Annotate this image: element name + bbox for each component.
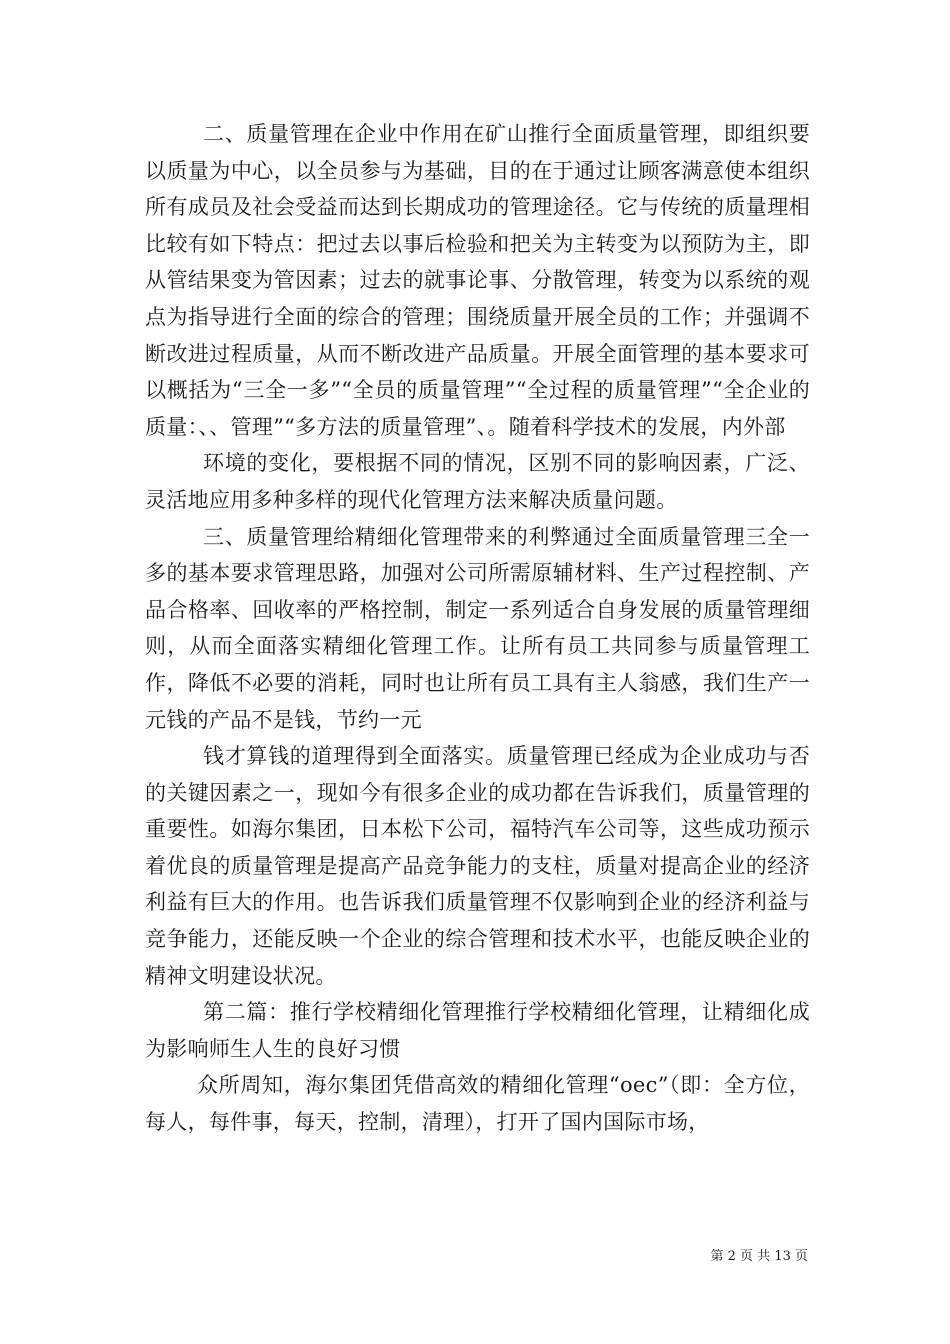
paragraph-haier-oec: 众所周知，海尔集团凭借高效的精细化管理“oec”（即：全方位，每人，每件事，每天，控制，清理），打开了国内国际市场， <box>145 1073 810 1135</box>
paragraph-pros-cons: 三、质量管理给精细化管理带来的利弊通过全面质量管理三全一多的基本要求管理思路，加强对公司所需原辅材料、生产过程控制、产品合格率、回收率的严格控制，制定一系列适合自身发展的质量管理细则，从而全面落实精细化管理工作。让所有员工共同参与质量管理工作，降低不必要的消耗，同时也让所有员工具有主人翁感，我们生产一元钱的产品不是钱，节约一元 <box>145 524 810 732</box>
paragraph-money-saving: 钱才算钱的道理得到全面落实。质量管理已经成为企业成功与否的关键因素之一，现如今有很多企业的成功都在告诉我们，质量管理的重要性。如海尔集团，日本松下公司，福特汽车公司等，这些成功预示着优良的质量管理是提高产品竞争能力的支柱，质量对提高企业的经济利益有巨大的作用。也告诉我们质量管理不仅影响到企业的经济利益与竞争能力，还能反映一个企业的综合管理和技术水平，也能反映企业的精神文明建设状况。 <box>145 744 810 988</box>
paragraph-quality-management-role: 二、质量管理在企业中作用在矿山推行全面质量管理，即组织要以质量为中心，以全员参与为基础，目的在于通过让顾客满意使本组织所有成员及社会受益而达到长期成功的管理途径。它与传统的质量理相比较有如下特点：把过去以事后检验和把关为主转变为以预防为主，即从管结果变为管因素；过去的就事论事、分散管理，转变为以系统的观点为指导进行全面的综合的管理；围绕质量开展全员的工作；并强调不断改进过程质量，从而不断改进产品质量。开展全面管理的基本要求可以概括为“三全一多”“全员的质量管理”“全过程的质量管理”“全企业的质量：、、管理”“多方法的质量管理”、。随着科学技术的发展，内外部 <box>145 122 810 439</box>
section-heading-part-two: 第二篇：推行学校精细化管理推行学校精细化管理，让精细化成为影响师生人生的良好习惯 <box>145 1000 810 1061</box>
page-footer: 第 2 页 共 13 页 <box>710 1249 808 1264</box>
document-body <box>145 116 810 1141</box>
paragraph-environment-change: 环境的变化，要根据不同的情况，区别不同的影响因素，广泛、灵活地应用多种多样的现代化管理方法来解决质量问题。 <box>145 451 810 512</box>
